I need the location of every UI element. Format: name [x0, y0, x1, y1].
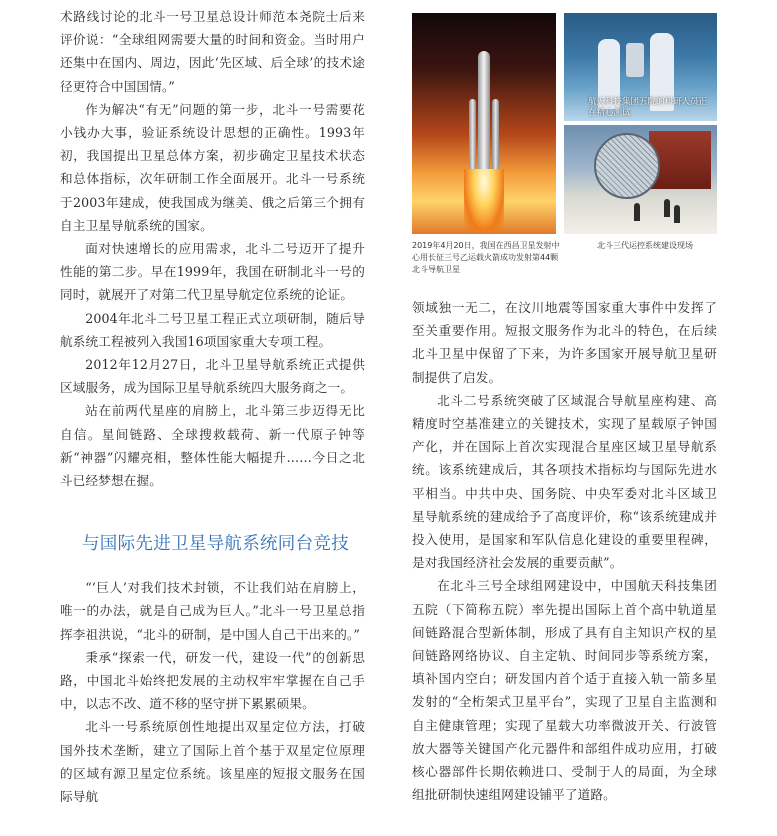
paragraph: “‘巨人’对我们技术封锁，不让我们站在肩膀上，唯一的办法，就是自己成为巨人。”北斗一号卫星总指挥李祖洪说，“北斗的研制，是中国人自己干出来的。” — [60, 580, 365, 642]
photo-caption-overlay: 航天科技集团五院的科研人员正在精心测试 — [588, 97, 708, 118]
ground-station-photo — [564, 125, 717, 234]
paragraph: 领域独一无二，在汶川地震等国家重大事件中发挥了至关重要作用。短报文服务作为北斗的特色，在后续北斗卫星中保留了下来，为许多国家开展导航卫星研制提供了启发。 — [412, 300, 717, 385]
photo-caption: 北斗三代运控系统建设现场 — [597, 241, 693, 250]
left-column — [60, 0, 365, 808]
photo-caption: 2019年4月20日，我国在西昌卫星发射中心用长征三号乙运载火箭成功发射第44颗北斗导航卫星 — [412, 241, 560, 274]
photo-collage — [412, 13, 717, 283]
paragraph: 术路线讨论的北斗一号卫星总设计师范本尧院士后来评价说：“全球组网需要大量的时间和资金。当时用户还集中在国内、周边，因此‘先区域、后全球’的技术途径更符合中国国情。” — [60, 9, 365, 94]
paragraph: 秉承“探索一代，研发一代，建设一代”的创新思路，中国北斗始终把发展的主动权牢牢掌握在自己手中，以志不改、道不移的坚守拼下累累硕果。 — [60, 649, 365, 712]
paragraph: 北斗一号系统原创性地提出双星定位方法，打破国外技术垄断，建立了国际上首个基于双星定位原理的区域有源卫星定位系统。该星座的短报文服务在国际导航 — [60, 719, 365, 805]
right-column — [412, 296, 717, 806]
satellite-dish-icon — [594, 133, 660, 199]
paragraph: 在北斗三号全球组网建设中，中国航天科技集团五院（下简称五院）率先提出国际上首个高中轨道星间链路混合型新体制，形成了具有自主知识产权的星间链路网络协议、自主定轨、时间同步等系统方案，填补国内空白；研发国内首个适于直接入轨一箭多星发射的“全桁架式卫星平台”，实现了卫星自主监测和自主健康管理；实现了星载大功率微波开关、行波管放大器等关键国产化元器件和部组件成功应用，打破核心器部件长期依赖进口、受制于人的局面，为全球组批研制快速组网建设铺平了道路。 — [412, 578, 717, 803]
section-heading: 与国际先进卫星导航系统同台竞技 — [82, 534, 349, 555]
paragraph: 北斗二号系统突破了区域混合导航星座构建、高精度时空基准建立的关键技术，实现了星载原子钟国产化，并在国际上首次实现混合星座区域卫星导航系统。该系统建成后，其各项技术指标均与国际先进水平相当。中共中央、国务院、中央军委对北斗区域卫星导航系统的建成给予了高度评价，称“该系统建成并投入使用，是国家和军队信息化建设的重要里程碑，是对我国经济社会发展的重要贡献”。 — [412, 392, 717, 571]
paragraph: 2004年北斗二号卫星工程正式立项研制，随后导航系统工程被列入我国16项国家重大专项工程。 — [60, 310, 365, 349]
rocket-launch-photo — [412, 13, 556, 234]
paragraph: 作为解决“有无”问题的第一步，北斗一号需要花小钱办大事，验证系统设计思想的正确性。1993年初，我国提出卫星总体方案，初步确定卫星技术状态和总体指标，次年研制工作全面展开。北斗一号系统于2003年建成，使我国成为继美、俄之后第三个拥有自主卫星导航系统的国家。 — [60, 101, 365, 233]
researchers-photo — [564, 13, 717, 121]
paragraph: 面对快速增长的应用需求，北斗二号迈开了提升性能的第二步。早在1999年，我国在研制北斗一号的同时，就展开了对第二代卫星导航定位系统的论证。 — [60, 241, 365, 303]
paragraph: 站在前两代星座的肩膀上，北斗第三步迈得无比自信。星间链路、全球搜救载荷、新一代原子钟等新“神器”闪耀亮相，整体性能大幅提升……今日之北斗已经梦想在握。 — [60, 403, 365, 489]
paragraph: 2012年12月27日，北斗卫星导航系统正式提供区域服务，成为国际卫星导航系统四大服务商之一。 — [60, 357, 365, 396]
